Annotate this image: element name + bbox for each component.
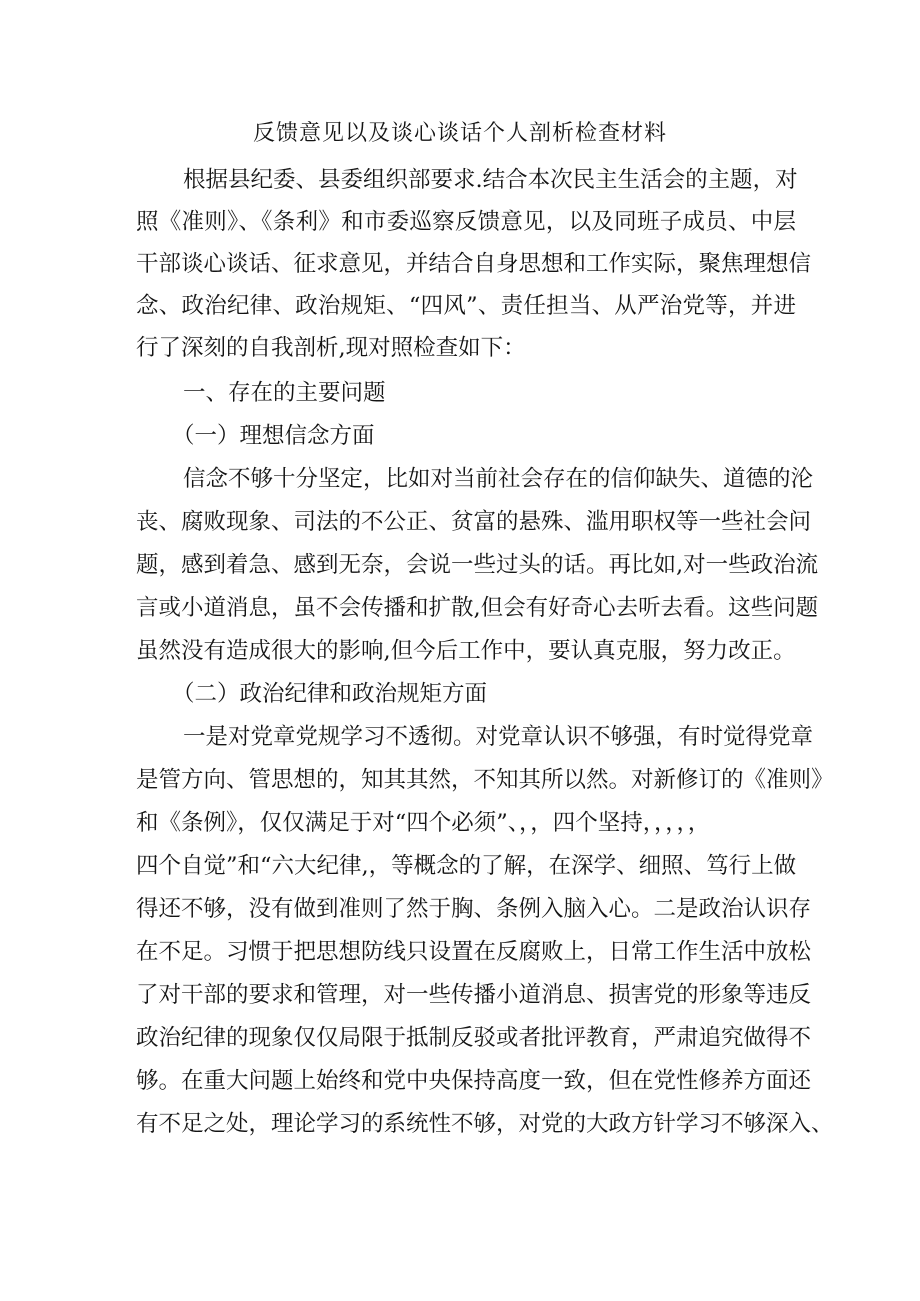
paragraph-line: 在不足。习惯于把思想防线只设置在反腐败上，日常工作生活中放松 [136,939,812,965]
paragraph-line: 政治纪律的现象仅仅局限于抵制反驳或者批评教育，严肃追究做得不 [136,1025,812,1051]
paragraph-line: 念、政治纪律、政治规矩、“四风”、责任担当、从严治党等，并进 [136,293,796,319]
paragraph-line: 有不足之处，理论学习的系统性不够，对党的大政方针学习不够深入、 [136,1111,834,1137]
paragraph-line: 虽然没有造成很大的影响,但今后工作中，要认真克服，努力改正。 [136,638,796,664]
paragraph-line: 够。在重大问题上始终和党中央保持高度一致，但在党性修养方面还 [136,1068,812,1094]
paragraph-line: 行了深刻的自我剖析,现对照检查如下： [136,335,526,361]
paragraph-line: 题，感到着急、感到无奈，会说一些过头的话。再比如,对一些政治流 [136,552,819,578]
paragraph-line: 和《条例》，仅仅满足于对“四个必须”、，，四个坚持，，，，， [136,810,711,836]
paragraph-line: 一是对党章党规学习不透彻。对党章认识不够强，有时觉得党章 [183,724,814,750]
subsection-heading: （一）理想信念方面 [172,423,375,449]
paragraph-line: 照《准则》、《条利》和市委巡察反馈意见，以及同班子成员、中层 [136,209,796,235]
paragraph-line: 干部谈心谈话、征求意见，并结合自身思想和工作实际，聚焦理想信 [136,251,812,277]
paragraph-line: 得还不够，没有做到准则了然于胸、条例入脑入心。二是政治认识存 [136,896,812,922]
section-heading: 一、存在的主要问题 [183,380,386,406]
subsection-heading: （二）政治纪律和政治规矩方面 [172,681,488,707]
paragraph-line: 言或小道消息，虽不会传播和扩散,但会有好奇心去听去看。这些问题 [136,595,819,621]
document-title: 反馈意见以及谈心谈话个人剖析检查材料 [252,121,667,146]
paragraph-line: 了对干部的要求和管理，对一些传播小道消息、损害党的形象等违反 [136,982,812,1008]
paragraph-line: 根据县纪委、县委组织部要求.结合本次民主生活会的主题，对 [183,167,798,193]
paragraph-line: 丧、腐败现象、司法的不公正、贫富的悬殊、滥用职权等一些社会问 [136,509,812,535]
paragraph-line: 信念不够十分坚定，比如对当前社会存在的信仰缺失、道德的沦 [183,466,814,492]
paragraph-line: 是管方向、管思想的，知其其然，不知其所以然。对新修订的《准则》 [136,767,834,793]
paragraph-line: 四个自觉”和“六大纪律,，等概念的了解，在深学、细照、笃行上做 [136,853,797,879]
